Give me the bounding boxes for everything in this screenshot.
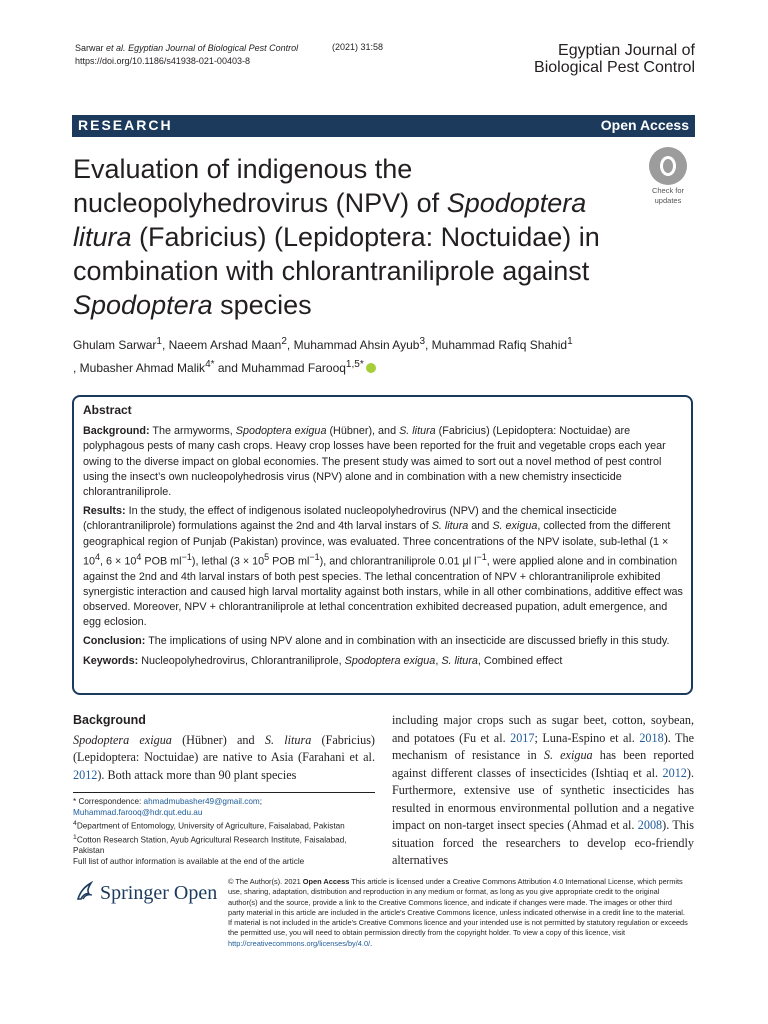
reference-link[interactable]: 2012 — [73, 767, 98, 782]
abstract-box — [72, 395, 693, 695]
body-paragraph: Spodoptera exigua (Hübner) and S. litura (Fabricius) (Lepidoptera: Noctuidae) are native to Asia (Farahani et al. 2012). Both attack more than 90 plant species — [73, 732, 375, 782]
correspondence-footnote: * Correspondence: ahmadmubasher49@gmail.com; Muhammad.farooq@hdr.qut.edu.au $^4$Department of Entomology, University of Agriculture, Faisalabad, Pakistan $^1$Cotton Research Station, Ayub Agricultural Research Institute, Faisalabad, Pakistan Full list of author information is available at the end of the article — [73, 797, 347, 867]
email-link[interactable]: ahmadmubasher49@gmail.com — [143, 797, 260, 806]
springer-horse-icon — [75, 880, 97, 902]
body-paragraph: including major crops such as sugar beet, cotton, soybean, and potatoes (Fu et al. 2017; Luna-Espino et al. 2018). The mechanism of resistance in S. exigua has been reported against different classes of insecticides (Ishtiaq et al. 2012). Furthermore, extensive use of synthetic insecticides has resulted in enormous environmental pollution and a negative impact on non-target insect species (Ahmad et al. 2008). This situation forced the researchers to develop eco-friendly alternatives — [392, 713, 695, 867]
open-access-label: Open Access — [600, 117, 689, 133]
reference-link[interactable]: 2012 — [662, 765, 687, 780]
check-for-updates-badge[interactable]: Check for updates — [645, 147, 691, 205]
reference-link[interactable]: 2018 — [639, 730, 664, 745]
license-text: © The Author(s). 2021 Open Access This article is licensed under a Creative Commons Attribution 4.0 International License, which permits use, sharing, adaptation, distribution and reproduction in any medium or format, as long as you give appropriate credit to the original author(s) and the source, provide a link to the Creative Commons licence, and indicate if changes were made. The images or other third party material in this article are included in the article's Creative Commons licence, unless indicated otherwise in a credit line to the material. If material is not included in the article's Creative Commons licence and your intended use is not permitted by statutory regulation or exceeds the permitted use, you will need to obtain permission directly from the copyright holder. To view a copy of this licence, visit http://creativecommons.org/licenses/by/4.0/. — [228, 877, 688, 948]
citation-year: (2021) 31:58 — [332, 42, 384, 52]
abstract-background: Background: The armyworms, Spodoptera exigua (Hübner), and S. litura (Fabricius) (Lepidoptera: Noctuidae) are polyphagous pests of many cash crops. Heavy crop losses have been reported for the fruit and vegetable crops each year owing to the diverse impact on global economies. The present study was aimed to sort out a novel method of pest control using the insect’s own nucleopolyhedrosis virus (NPV) alone and in combination with a new chemistry insecticide chlorantraniliprole. — [83, 425, 666, 499]
reference-link[interactable]: 2008 — [637, 818, 663, 832]
citation-header: Sarwar et al. Egyptian Journal of Biological Pest Control https://doi.org/10.1186/s41938-021-00403-8 — [75, 43, 299, 66]
reference-link[interactable]: 2017 — [510, 730, 535, 745]
abstract-results: Results: In the study, the effect of indigenous isolated nucleopolyhedrovirus (NPV) and the chemical insecticide (chlorantraniliprole) formulations against the 2nd and 4th larval instars of S. litura and S. exigua, collected from the different geographical region of Punjab (Pakistan) province, was evaluated. Three concentrations of the NPV isolate, sub-lethal ($1 \times 10^4$, $6 \times 10^4$ POB $ml^{-1}$), lethal ($3 \times 10^5$ POB $ml^{-1}$), and chlorantraniliprole 0.01 μl $l^{-1}$, were applied alone and in combination against the 2nd and 4th larval instars of both pest species. The lethal concentration of NPV + chlorantraniliprole exhibited synergistic interaction and caused high larval mortality against both instars, while in all other combinations, additive effect was observed. Moreover, NPV + chlorantraniliprole at lethal concentration exhibited decreased pupation, adult emergence, and egg eclosion. — [83, 505, 683, 629]
article-type-label: RESEARCH — [78, 117, 173, 133]
journal-name: Egyptian Journal of Biological Pest Control — [534, 42, 695, 76]
footnote-divider — [73, 792, 375, 793]
abstract-conclusion: Conclusion: The implications of using NPV alone and in combination with an insecticide are discussed briefly in this study. — [83, 635, 670, 648]
article-type-band — [72, 115, 695, 137]
section-heading-background: Background — [73, 713, 146, 727]
orcid-icon[interactable] — [366, 363, 376, 373]
license-link[interactable]: http://creativecommons.org/licenses/by/4.0/ — [228, 938, 371, 948]
author-list: Ghulam Sarwar$^1$, Naeem Arshad Maan$^2$, Muhammad Ahsin Ayub$^3$, Muhammad Rafiq Shahid$^1$ , Mubasher Ahmad Malik$^{4*}$ and Muhammad Farooq$^{1,5*}$ — [73, 336, 573, 375]
doi-link[interactable]: https://doi.org/10.1186/s41938-021-00403-8 — [75, 56, 250, 66]
article-title: Evaluation of indigenous the nucleopolyhedrovirus (NPV) of Spodoptera litura (Fabricius) (Lepidoptera: Noctuidae) in combination with chlorantraniliprole against Spodoptera species — [73, 154, 600, 320]
abstract-heading: Abstract — [83, 403, 132, 417]
body-column-right — [392, 712, 694, 870]
check-for-updates-icon — [649, 147, 687, 185]
body-column-left — [73, 712, 375, 784]
publisher-logo[interactable]: Springer Open — [75, 878, 215, 908]
abstract-keywords: Keywords: Nucleopolyhedrovirus, Chlorantraniliprole, Spodoptera exigua, S. litura, Combined effect — [83, 654, 563, 667]
email-link[interactable]: Muhammad.farooq@hdr.qut.edu.au — [73, 808, 203, 817]
